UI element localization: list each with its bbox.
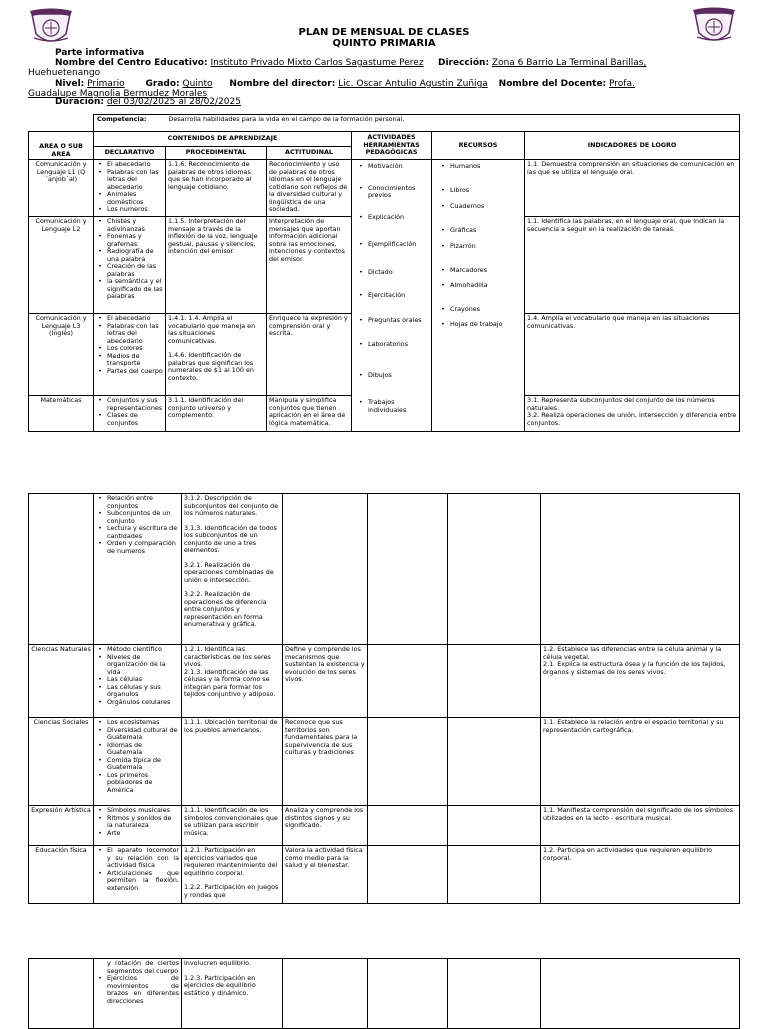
area-cell: Expresión Artística xyxy=(29,806,94,846)
actividades-cell xyxy=(368,806,448,846)
centro-label: Nombre del Centro Educativo: xyxy=(55,58,208,68)
direccion-value: Zona 6 Barrio La Terminal Barillas, xyxy=(491,58,647,68)
competencia-label: Competencia: xyxy=(97,115,147,123)
list-item: • Humanos xyxy=(450,163,522,171)
competencia-value: Desarrolla habilidades para la vida en el campo de la formación personal. xyxy=(168,115,405,123)
actividades-cell xyxy=(352,160,432,432)
list-item: • Conocimientos previos xyxy=(368,185,429,200)
list-item: • El abecedario xyxy=(107,161,163,169)
actividades-cell xyxy=(368,645,448,718)
area-cell: Comunicación y Lenguaje L1 (Q´anjob´al) xyxy=(29,160,94,217)
nivel-value: Primario xyxy=(87,79,125,89)
procedimental-item: 3.1.2. Descripción de subconjuntos del conjunto de los números naturales. xyxy=(184,494,279,517)
header-actividades: ACTIVIDADES HERRAMIENTAS PEDAGÓGICAS xyxy=(352,132,432,160)
list-item: • Los numeros xyxy=(107,206,163,214)
actitudinal-cell xyxy=(283,494,368,645)
list-item: • la semántica y el significado de las palabras xyxy=(107,278,163,301)
actitudinal-cell: Reconocimiento y uso de palabras de otros idiomas en el lenguaje cotidiano son reflejos de la diversidad cultural y lingüística de una sociedad. xyxy=(267,160,352,217)
procedimental-cell: 1.2.1. Identifica las características de los seres vivos. 2.1.3. Identificación de las células y la forma como se integran para formar los tejidos conjuntivo y adiposo. xyxy=(182,645,283,718)
declarativo-cell xyxy=(94,959,182,1029)
indicador-cell xyxy=(541,645,740,718)
table-row xyxy=(29,959,740,1029)
list-item: • Lectura y escritura de cantidades xyxy=(107,525,179,540)
list-item: • Orgánulos celulares xyxy=(107,699,179,707)
indicador-item: 2.1. Explica la estructura ósea y la función de los tejidos, órganos y sistemas de los seres vivos. xyxy=(543,660,726,676)
recursos-cell xyxy=(448,846,541,904)
list-item: • Creación de las palabras xyxy=(107,263,163,278)
docente-value: Profa. xyxy=(609,79,635,89)
plan-table-page-2 xyxy=(28,493,740,904)
list-item: • Explicación xyxy=(368,214,429,222)
procedimental-item: 1.2.3. Participación en ejercicios de equilibrio estático y dinámico. xyxy=(184,973,256,997)
procedimental-item: 1.4.6. Identificación de palabras que significan los numerales de $1 al 100 en contexto. xyxy=(168,351,254,382)
centro-value: Instituto Privado Mixto Carlos Sagastume Perez xyxy=(210,58,424,68)
declarativo-cell xyxy=(94,314,166,396)
declarativo-cell xyxy=(94,396,166,432)
list-item: • Método científico xyxy=(107,646,179,654)
indicador-item: 3.2. Realiza operaciones de unión, intersección y diferencia entre conjuntos. xyxy=(527,411,737,427)
centro-educativo-line xyxy=(55,58,424,69)
indicador-cell: 1.1. Manifiesta comprensión del significado de los símbolos utilizados en la lecto - escritura musical. xyxy=(541,806,740,846)
declarativo-cell xyxy=(94,806,182,846)
area-cell: Educación física xyxy=(29,846,94,904)
area-cell: Comunicación y Lenguaje L2 xyxy=(29,217,94,314)
recursos-cell xyxy=(448,959,541,1029)
parte-informativa-label: Parte informativa xyxy=(55,48,145,58)
list-item: • Los ecosistemas xyxy=(107,719,179,727)
actitudinal-cell: Define y comprende los mecanismos que sustentan la existencia y evolución de los seres vivos. xyxy=(283,645,368,718)
procedimental-cell xyxy=(166,314,267,396)
list-item: • Fonemas y grafemas xyxy=(107,233,163,248)
list-item: • Laboratorios xyxy=(368,341,429,349)
list-item: • Ejercicios de movimientos de brazos en diferentes direcciones xyxy=(107,975,179,1005)
table-row xyxy=(29,160,740,217)
list-item: • Marcadores xyxy=(450,267,522,275)
grado-label: Grado: xyxy=(145,79,180,89)
list-item: • El abecedario xyxy=(107,315,163,323)
list-item: • Las células y sus órganulos xyxy=(107,684,179,699)
table-row xyxy=(29,494,740,645)
list-item: • Ejemplificación xyxy=(368,241,429,249)
list-item: • Conjuntos y sus representaciones xyxy=(107,397,163,412)
list-item: • Orden y comparación de numeros xyxy=(107,540,179,555)
director-label: Nombre del director: xyxy=(229,79,336,89)
list-item: • Preguntas orales xyxy=(368,317,429,325)
indicador-cell: 1.1. Demuestra comprensión en situaciones de comunicación en las que se utiliza el lenguaje oral. xyxy=(525,160,740,217)
list-item: • Radiografía de una palabra xyxy=(107,248,163,263)
list-item: • Chistes y adivinanzas xyxy=(107,218,163,233)
indicador-item: 3.1. Representa subconjuntos del conjunto de los números naturales. xyxy=(527,396,715,412)
director-value: Lic. Oscar Antulio Agustin Zuñiga xyxy=(338,79,488,89)
header-contenidos: CONTENIDOS DE APRENDIZAJE xyxy=(94,132,352,147)
indicador-cell: 1.4. Amplía el vocabulario que maneja en las situaciones comunicativas. xyxy=(525,314,740,396)
list-item: • Símbolos musicales xyxy=(107,807,179,815)
header-procedimental: PROCEDIMENTAL xyxy=(166,147,267,160)
table-row xyxy=(29,645,740,718)
actividades-cell xyxy=(368,959,448,1029)
docente-label: Nombre del Docente: xyxy=(498,79,607,89)
header-actitudinal: ACTITUDINAL xyxy=(267,147,352,160)
declarativo-cell xyxy=(94,217,166,314)
procedimental-cell xyxy=(182,494,283,645)
table-row xyxy=(29,718,740,806)
list-item: • Relación entre conjuntos xyxy=(107,495,179,510)
list-item: • Articulaciones que permiten la flexión, extensión xyxy=(107,870,179,893)
area-cell: Ciencias Sociales xyxy=(29,718,94,806)
list-item: • Niveles de organización de la vida xyxy=(107,654,179,677)
indicador-cell: 1.1. Identifica las palabras, en el lenguaje oral, que indican la secuencia a seguir en la realización de tareas. xyxy=(525,217,740,314)
list-item: • Partes del cuerpo xyxy=(107,368,163,376)
indicador-cell xyxy=(541,959,740,1029)
area-cell: Matemáticas xyxy=(29,396,94,432)
recursos-cell xyxy=(448,806,541,846)
area-cell xyxy=(29,494,94,645)
header-indicadores: INDICADORES DE LOGRO xyxy=(525,132,740,160)
procedimental-item: 1.4.1. 1.4. Amplía el vocabulario que maneja en las situaciones comunicativas. xyxy=(168,314,256,345)
list-item: • Subconjuntos de un conjunto xyxy=(107,510,179,525)
competencia-cell xyxy=(94,115,740,132)
list-item: • Animales domésticos xyxy=(107,191,163,206)
procedimental-cell: 1.1.1. Ubicación territorial de los pueblos americanos. xyxy=(182,718,283,806)
list-item: • Pizarrón xyxy=(450,243,522,251)
procedimental-item: 1.2.2. Participación en juegos y rondas que xyxy=(184,883,279,899)
procedimental-item: 3.2.2. Realización de operaciones de diferencia entre conjuntos y representación en forma enumerativa y gráfica. xyxy=(184,590,267,628)
indicador-item: 1.2. Establece las diferencias entre la célula animal y la célula vegetal. xyxy=(543,645,722,661)
indicador-cell: 1.2. Participa en actividades que requieren equilibrio corporal. xyxy=(541,846,740,904)
grado-value: Quinto xyxy=(182,79,213,89)
recursos-cell xyxy=(448,645,541,718)
document-title: PLAN DE MENSUAL DE CLASES xyxy=(298,27,470,38)
list-item: • Los colores xyxy=(107,345,163,353)
header-area: AREA O SUB AREA xyxy=(29,132,94,160)
indicador-cell xyxy=(525,396,740,432)
table-row xyxy=(29,846,740,904)
actitudinal-cell: Enriquece la expresión y comprensión oral y escrita. xyxy=(267,314,352,396)
list-item: • Gráficas xyxy=(450,227,522,235)
actitudinal-cell: Analiza y comprende los distintos signos y su significado. xyxy=(283,806,368,846)
table-row xyxy=(29,806,740,846)
list-item: • Idiomas de Guatemala xyxy=(107,742,179,757)
list-item: • Palabras con las letras del abecedario xyxy=(107,169,163,192)
plan-table-page-1 xyxy=(28,114,740,432)
recursos-cell xyxy=(432,160,525,432)
recursos-cell xyxy=(448,494,541,645)
header-declarativo: DECLARATIVO xyxy=(94,147,166,160)
list-item: • Las células xyxy=(107,676,179,684)
list-item: • Comida típica de Guatemala xyxy=(107,757,179,772)
plan-table-page-3 xyxy=(28,958,740,1029)
actitudinal-cell: Valora la actividad física como medio para la salud y el bienestar. xyxy=(283,846,368,904)
direccion-label: Dirección: xyxy=(438,58,490,68)
actividades-cell xyxy=(368,846,448,904)
nivel-label: Nivel: xyxy=(55,79,85,89)
list-item: • El aparato locomotor y su relación con la actividad física xyxy=(107,847,179,870)
declarativo-cell xyxy=(94,160,166,217)
duracion-value: del 03/02/2025 al 28/02/2025 xyxy=(106,97,241,107)
list-item: • Dibujos xyxy=(368,372,429,380)
duracion-label: Duración: xyxy=(55,97,104,107)
list-item: • Hojas de trabajo xyxy=(450,321,522,329)
declarativo-cell xyxy=(94,645,182,718)
actividades-cell xyxy=(368,494,448,645)
list-item: • Libros xyxy=(450,187,522,195)
procedimental-cell: 3.1.1. Identificación del conjunto universo y complemento. xyxy=(166,396,267,432)
declarativo-cell xyxy=(94,718,182,806)
list-item: • Dictado xyxy=(368,269,429,277)
list-item: • Almohadilla xyxy=(450,282,522,290)
procedimental-cell: 1.1.6. Reconocimiento de palabras de otros idiomas que se han incorporado al lenguaje cotidiano. xyxy=(166,160,267,217)
procedimental-cell xyxy=(182,846,283,904)
area-cell: Comunicación y Lenguaje L3 (Inglés) xyxy=(29,314,94,396)
blank-corner-cell xyxy=(29,115,94,132)
indicador-cell: 1.1. Establece la relación entre el espacio territorial y su representación cartográfica. xyxy=(541,718,740,806)
actividades-cell xyxy=(368,718,448,806)
list-item: • Palabras con las letras del abecedario xyxy=(107,323,163,346)
header-recursos: RECURSOS xyxy=(432,132,525,160)
actitudinal-cell xyxy=(283,959,368,1029)
list-item: • Crayones xyxy=(450,306,522,314)
procedimental-item: 3.2.1. Realización de operaciones combinadas de unión e intersección. xyxy=(184,560,274,584)
document-subtitle: QUINTO PRIMARIA xyxy=(332,38,436,49)
list-item: • Arte xyxy=(107,830,179,838)
list-item: • Ejercitación xyxy=(368,292,429,300)
list-item: • Medios de transporte xyxy=(107,353,163,368)
recursos-cell xyxy=(448,718,541,806)
list-item: • Los primeros pobladores de América xyxy=(107,772,179,795)
docente-line-2: Guadalupe Magnolia Bermudez Morales xyxy=(28,89,208,99)
declarativo-cell xyxy=(94,494,182,645)
actitudinal-cell: Reconoce que sus territorios son fundamentales para la supervivencia de sus culturas y tradiciones xyxy=(283,718,368,806)
indicador-cell xyxy=(541,494,740,645)
procedimental-continuation: involucren equilibrio. xyxy=(184,959,252,967)
area-cell xyxy=(29,959,94,1029)
list-item: • Trabajos individuales xyxy=(368,399,429,414)
procedimental-item: 1.2.1. Participación en ejercicios variados que requieren mantenimiento del equilibrio corporal. xyxy=(184,846,278,877)
procedimental-cell: 1.1.5. Interpretación del mensaje a través de la inflexión de la voz, lenguaje gestual, pausas y silencios, intención del emisor. xyxy=(166,217,267,314)
direccion-line-2: Huehuetenango xyxy=(28,68,101,78)
procedimental-cell xyxy=(182,959,283,1029)
actitudinal-cell: Interpretación de mensajes que aportan información adicional sobre las emociones, intenciones y contextos del emisor. xyxy=(267,217,352,314)
declarativo-cell xyxy=(94,846,182,904)
declarativo-continuation: y rotación de ciertos segmentos del cuerpo xyxy=(107,959,179,975)
area-cell: Ciencias Naturales xyxy=(29,645,94,718)
direccion-line xyxy=(438,58,646,69)
list-item: • Motivación xyxy=(368,163,429,171)
procedimental-cell: 1.1.1. Identificación de los símbolos convencionales que se utilizan para escribir música. xyxy=(182,806,283,846)
list-item: • Cuadernos xyxy=(450,203,522,211)
list-item: • Diversidad cultural de Guatemala xyxy=(107,727,179,742)
list-item: • Clases de conjuntos xyxy=(107,412,163,427)
duracion-line xyxy=(55,97,241,108)
actitudinal-cell: Manipula y simplifica conjuntos que tienen aplicación en el área de lógica matemática. xyxy=(267,396,352,432)
procedimental-item: 3.1.3. Identificación de todos los subconjuntos de un conjunto de uno a tres elementos. xyxy=(184,523,277,554)
list-item: • Ritmos y sonidos de la naturaleza xyxy=(107,815,179,830)
